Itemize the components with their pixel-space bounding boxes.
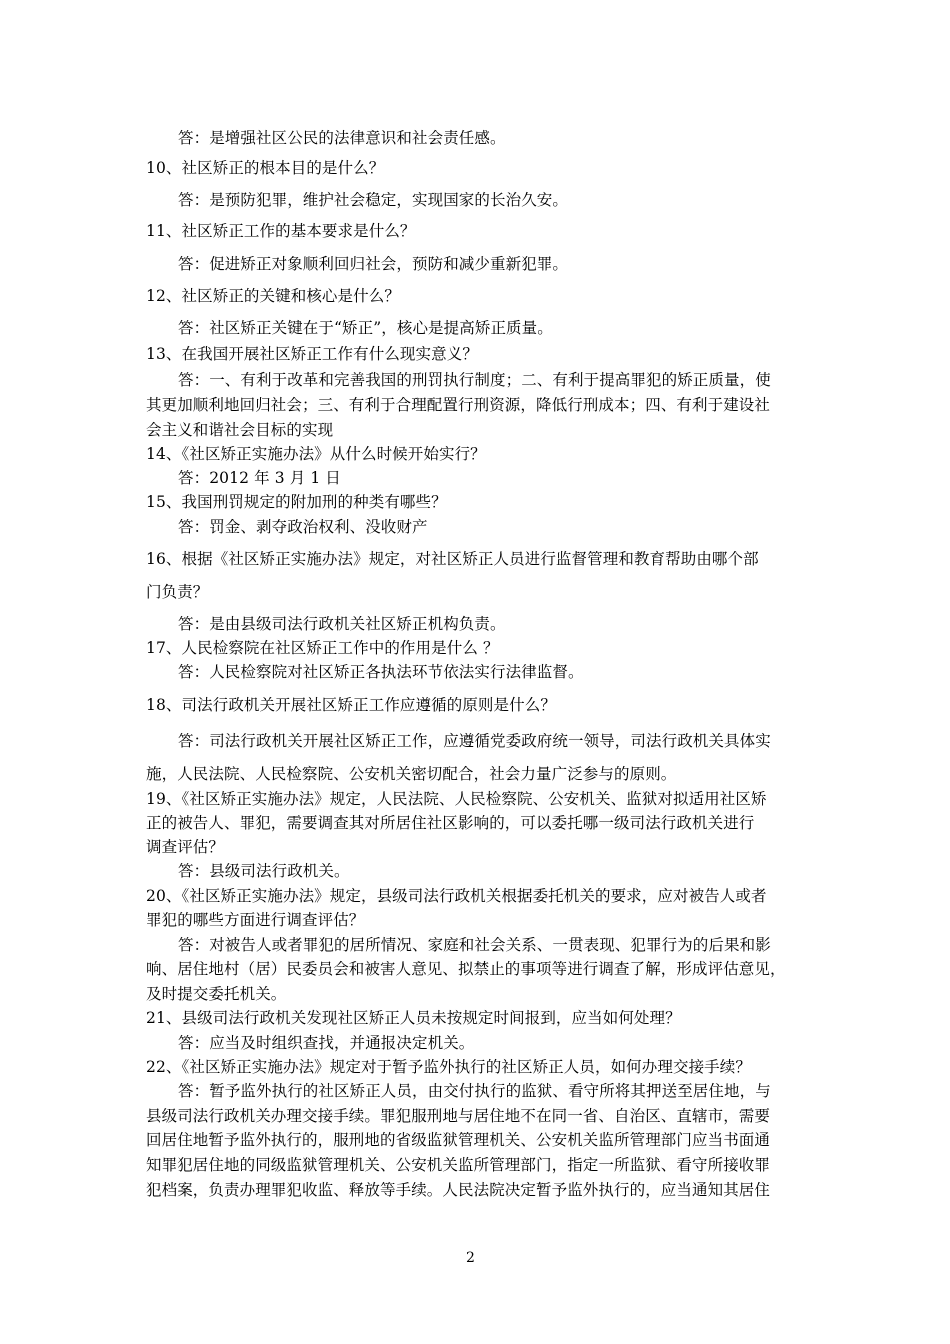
- page-number: 2: [466, 1250, 475, 1266]
- question-heading: 16、根据《社区矫正实施办法》规定，对社区矫正人员进行监督管理和教育帮助由哪个部: [146, 550, 759, 568]
- text-line: 答：是预防犯罪，维护社会稳定，实现国家的长治久安。: [178, 191, 569, 209]
- question-heading: 21、县级司法行政机关发现社区矫正人员未按规定时间报到，应当如何处理？: [146, 1009, 681, 1027]
- text-line: 答：暂予监外执行的社区矫正人员，由交付执行的监狱、看守所将其押送至居住地，与: [178, 1082, 771, 1100]
- text-line: 答：人民检察院对社区矫正各执法环节依法实行法律监督。: [178, 663, 584, 681]
- text-line: 答：对被告人或者罪犯的居所情况、家庭和社会关系、一贯表现、犯罪行为的后果和影: [178, 936, 771, 954]
- text-line: 调查评估？: [146, 838, 225, 856]
- question-heading: 19、《社区矫正实施办法》规定，人民法院、人民检察院、公安机关、监狱对拟适用社区矫: [146, 790, 767, 808]
- text-line: 答：县级司法行政机关。: [178, 862, 350, 880]
- text-line: 门负责？: [146, 583, 209, 601]
- question-heading: 10、社区矫正的根本目的是什么？: [146, 159, 385, 177]
- text-line: 回居住地暂予监外执行的，服刑地的省级监狱管理机关、公安机关监所管理部门应当书面通: [146, 1131, 771, 1149]
- text-line: 响、居住地村（居）民委员会和被害人意见、拟禁止的事项等进行调查了解，形成评估意见，: [146, 960, 786, 978]
- question-heading: 20、《社区矫正实施办法》规定，县级司法行政机关根据委托机关的要求，应对被告人或者: [146, 887, 767, 905]
- question-heading: 12、社区矫正的关键和核心是什么？: [146, 287, 400, 305]
- text-line: 答：是增强社区公民的法律意识和社会责任感。: [178, 129, 506, 147]
- text-line: 答：司法行政机关开展社区矫正工作，应遵循党委政府统一领导，司法行政机关具体实: [178, 732, 771, 750]
- question-heading: 13、在我国开展社区矫正工作有什么现实意义？: [146, 345, 478, 363]
- text-line: 及时提交委托机关。: [146, 985, 287, 1003]
- text-line: 答：一、有利于改革和完善我国的刑罚执行制度；二、有利于提高罪犯的矫正质量，使: [178, 371, 771, 389]
- text-line: 罪犯的哪些方面进行调查评估？: [146, 911, 365, 929]
- text-line: 知罪犯居住地的同级监狱管理机关、公安机关监所管理部门，指定一所监狱、看守所接收罪: [146, 1156, 771, 1174]
- question-heading: 17、人民检察院在社区矫正工作中的作用是什么 ？: [146, 639, 499, 657]
- text-line: 答：罚金、剥夺政治权利、没收财产: [178, 518, 428, 536]
- text-line: 其更加顺利地回归社会；三、有利于合理配置行刑资源，降低行刑成本；四、有利于建设社: [146, 396, 771, 414]
- text-line: 县级司法行政机关办理交接手续。罪犯服刑地与居住地不在同一省、自治区、直辖市，需要: [146, 1107, 771, 1125]
- text-line: 答：社区矫正关键在于“矫正”，核心是提高矫正质量。: [178, 319, 553, 337]
- text-line: 答：2012 年 3 月 1 日: [178, 469, 341, 487]
- question-heading: 15、我国刑罚规定的附加刑的种类有哪些？: [146, 493, 447, 511]
- text-line: 会主义和谐社会目标的实现: [146, 421, 334, 439]
- text-line: 答：应当及时组织查找，并通报决定机关。: [178, 1034, 475, 1052]
- question-heading: 14、《社区矫正实施办法》从什么时候开始实行？: [146, 445, 486, 463]
- question-heading: 22、《社区矫正实施办法》规定对于暂予监外执行的社区矫正人员，如何办理交接手续？: [146, 1058, 751, 1076]
- text-line: 犯档案，负责办理罪犯收监、释放等手续。人民法院决定暂予监外执行的，应当通知其居住: [146, 1181, 771, 1199]
- question-heading: 11、社区矫正工作的基本要求是什么？: [146, 222, 416, 240]
- text-line: 正的被告人、罪犯，需要调查其对所居住社区影响的，可以委托哪一级司法行政机关进行: [146, 814, 755, 832]
- question-heading: 18、司法行政机关开展社区矫正工作应遵循的原则是什么？: [146, 696, 556, 714]
- text-line: 答：是由县级司法行政机关社区矫正机构负责。: [178, 615, 506, 633]
- text-line: 答：促进矫正对象顺利回归社会，预防和减少重新犯罪。: [178, 255, 569, 273]
- text-line: 施，人民法院、人民检察院、公安机关密切配合，社会力量广泛参与的原则。: [146, 765, 677, 783]
